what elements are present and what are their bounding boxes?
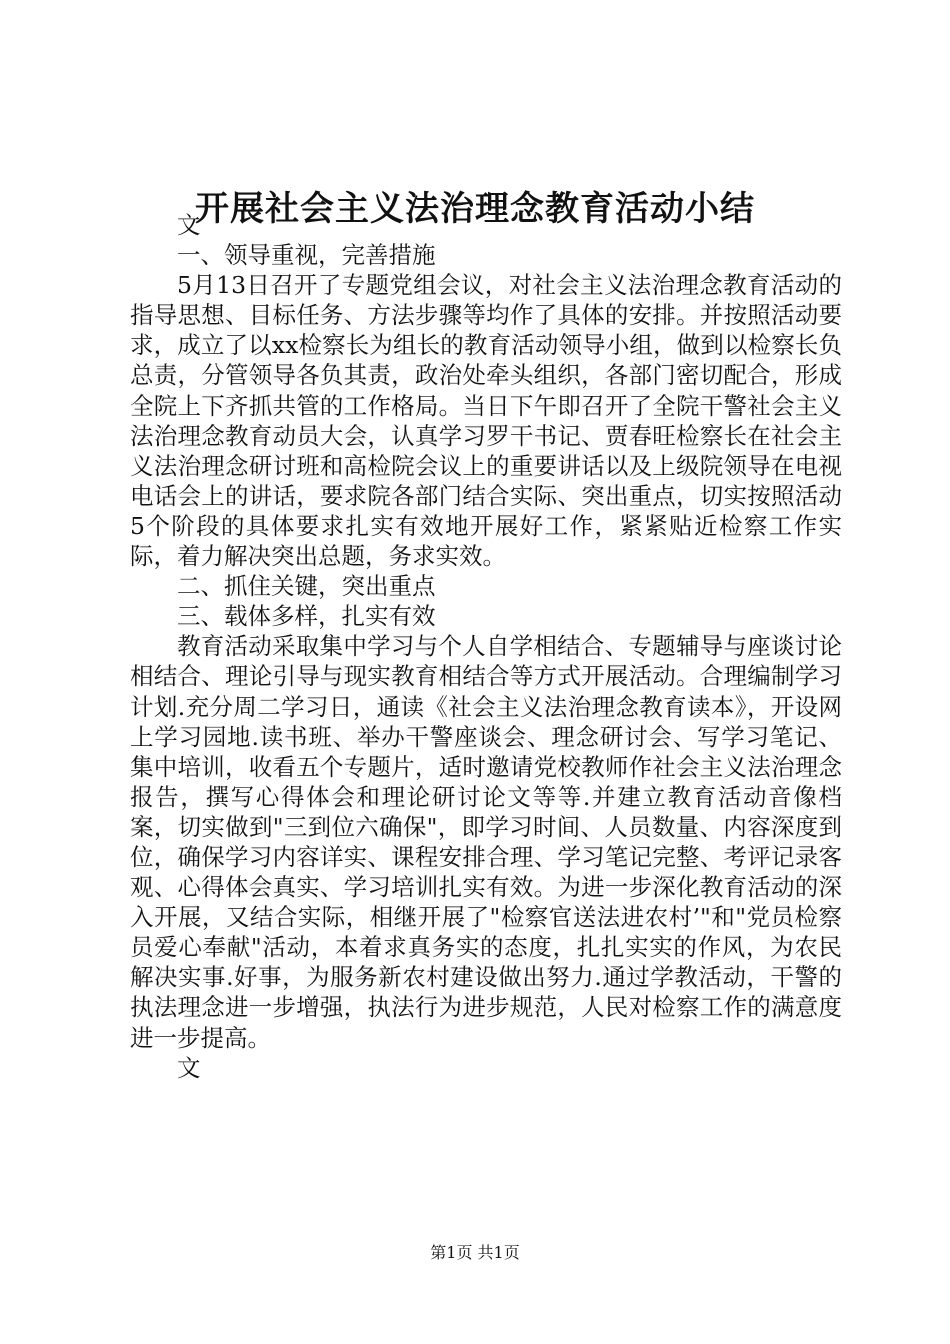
paragraph-section-3: 教育活动采取集中学习与个人自学相结合、专题辅导与座谈讨论相结合、理论引导与现实教育相结合等方式开展活动。合理编制学习计划.充分周二学习日，通读《社会主义法治理念教育读本》，开设网上学习园地.读书班、举办干警座谈会、理念研讨会、写学习笔记、集中培训，收看五个专题片，适时邀请党校教师作社会主义法治理念报告，撰写心得体会和理论研讨论文等等.并建立教育活动音像档案，切实做到"三到位六确保"，即学习时间、人员数量、内容深度到位，确保学习内容详实、课程安排合理、学习笔记完整、考评记录客观、心得体会真实、学习培训扎实有效。为进一步深化教育活动的深入开展，又结合实际，相继开展了"检察官送法进农村’"和"党员检察员爱心奉献"活动，本着求真务实的态度，扎扎实实的作风，为农民解决实事.好事，为服务新农村建设做出努力.通过学教活动，干警的执法理念进一步增强，执法行为进步规范，人民对检察工作的满意度进一步提高。 [130, 632, 842, 1052]
paragraph-marker-bottom: 文 [177, 1053, 201, 1082]
paragraph-section-1: 5月13日召开了专题党组会议，对社会主义法治理念教育活动的指导思想、目标任务、方法步骤等均作了具体的安排。并按照活动要求，成立了以xx检察长为组长的教育活动领导小组，做到以检察长负总责，分管领导各负其责，政治处牵头组织，各部门密切配合，形成全院上下齐抓共管的工作格局。当日下午即召开了全院干警社会主义法治理念教育动员大会，认真学习罗干书记、贾春旺检察长在社会主义法治理念研讨班和高检院会议上的重要讲话以及上级院领导在电视电话会上的讲话，要求院各部门结合实际、突出重点，切实按照活动5个阶段的具体要求扎实有效地开展好工作，紧紧贴近检察工作实际，着力解决突出总题，务求实效。 [130, 271, 842, 571]
section-heading-1: 一、领导重视，完善措施 [177, 241, 436, 270]
paragraph-marker-top: 文 [177, 211, 201, 239]
section-heading-2: 二、抓住关键，突出重点 [177, 572, 436, 601]
document-title: 开展社会主义法治理念教育活动小结 [195, 189, 755, 229]
page-footer: 第1页 共1页 [430, 1243, 520, 1262]
document-body [130, 210, 842, 1083]
section-heading-3: 三、载体多样，扎实有效 [177, 602, 436, 631]
